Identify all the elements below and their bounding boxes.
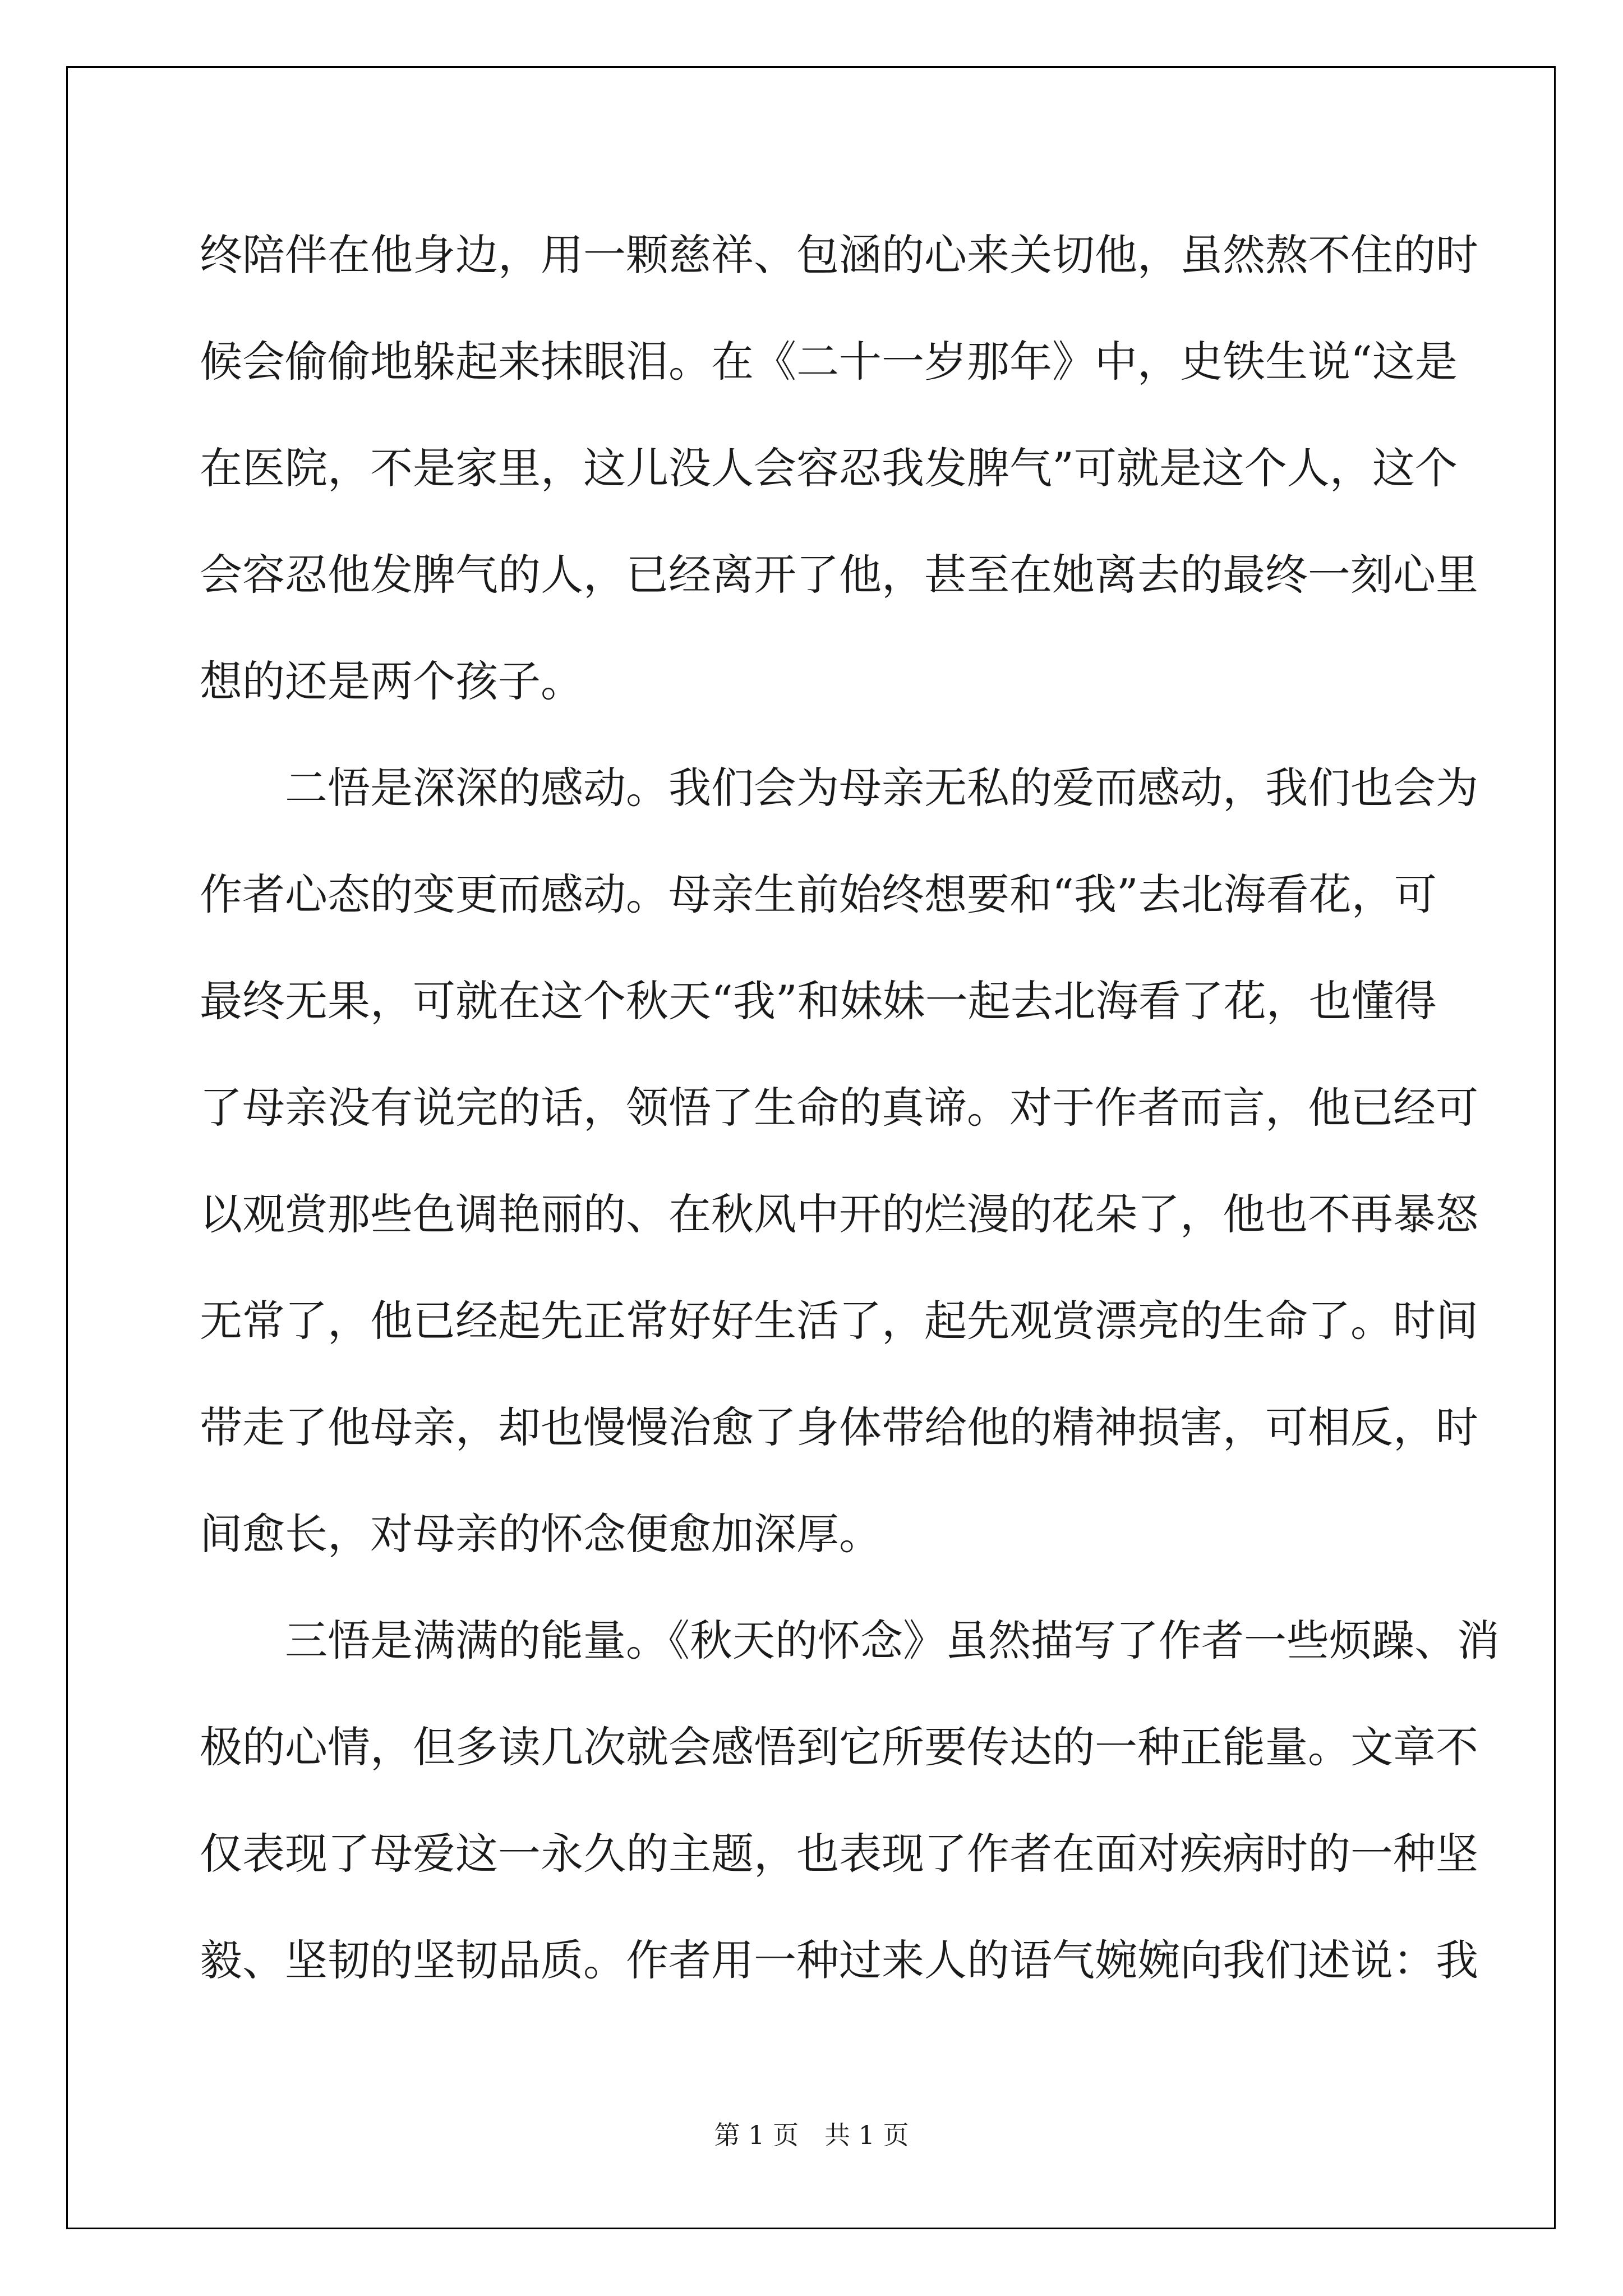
text-line: 终陪伴在他身边，用一颗慈祥、包涵的心来关切他，虽然熬不住的时: [200, 230, 1478, 280]
text-line: 了母亲没有说完的话，领悟了生命的真谛。对于作者而言，他已经可: [200, 1083, 1478, 1133]
text-line: 想的还是两个孩子。: [200, 656, 583, 706]
text-line: 最终无果，可就在这个秋天“我”和妹妹一起去北海看了花，也懂得: [200, 976, 1437, 1026]
paragraph-start-line: 三悟是满满的能量。《秋天的怀念》虽然描写了作者一些烦躁、消: [285, 1616, 1500, 1665]
text-line: 候会偷偷地躲起来抹眼泪。在《二十一岁那年》中，史铁生说“这是: [200, 337, 1458, 386]
page-total: 共 1 页: [824, 2120, 909, 2150]
text-line: 以观赏那些色调艳丽的、在秋风中开的烂漫的花朵了，他也不再暴怒: [200, 1189, 1478, 1239]
page-footer: [0, 2115, 1623, 2152]
text-line: 仅表现了母爱这一永久的主题，也表现了作者在面对疾病时的一种坚: [200, 1829, 1478, 1879]
document-body: [200, 202, 1500, 2014]
text-line: 作者心态的变更而感动。母亲生前始终想要和“我”去北海看花，可: [200, 869, 1437, 919]
text-line: 在医院，不是家里，这儿没人会容忍我发脾气”可就是这个人，这个: [200, 443, 1458, 493]
text-line: 会容忍他发脾气的人，已经离开了他，甚至在她离去的最终一刻心里: [200, 550, 1478, 600]
text-line: 极的心情，但多读几次就会感悟到它所要传达的一种正能量。文章不: [200, 1722, 1478, 1772]
page-number: 第 1 页: [714, 2120, 799, 2150]
paragraph-start-line: 二悟是深深的感动。我们会为母亲无私的爱而感动，我们也会为: [285, 763, 1478, 813]
text-line: 毅、坚韧的坚韧品质。作者用一种过来人的语气婉婉向我们述说：我: [200, 1935, 1478, 1985]
text-line: 间愈长，对母亲的怀念便愈加深厚。: [200, 1509, 882, 1559]
text-line: 带走了他母亲，却也慢慢治愈了身体带给他的精神损害，可相反，时: [200, 1402, 1478, 1452]
text-line: 无常了，他已经起先正常好好生活了，起先观赏漂亮的生命了。时间: [200, 1296, 1478, 1346]
